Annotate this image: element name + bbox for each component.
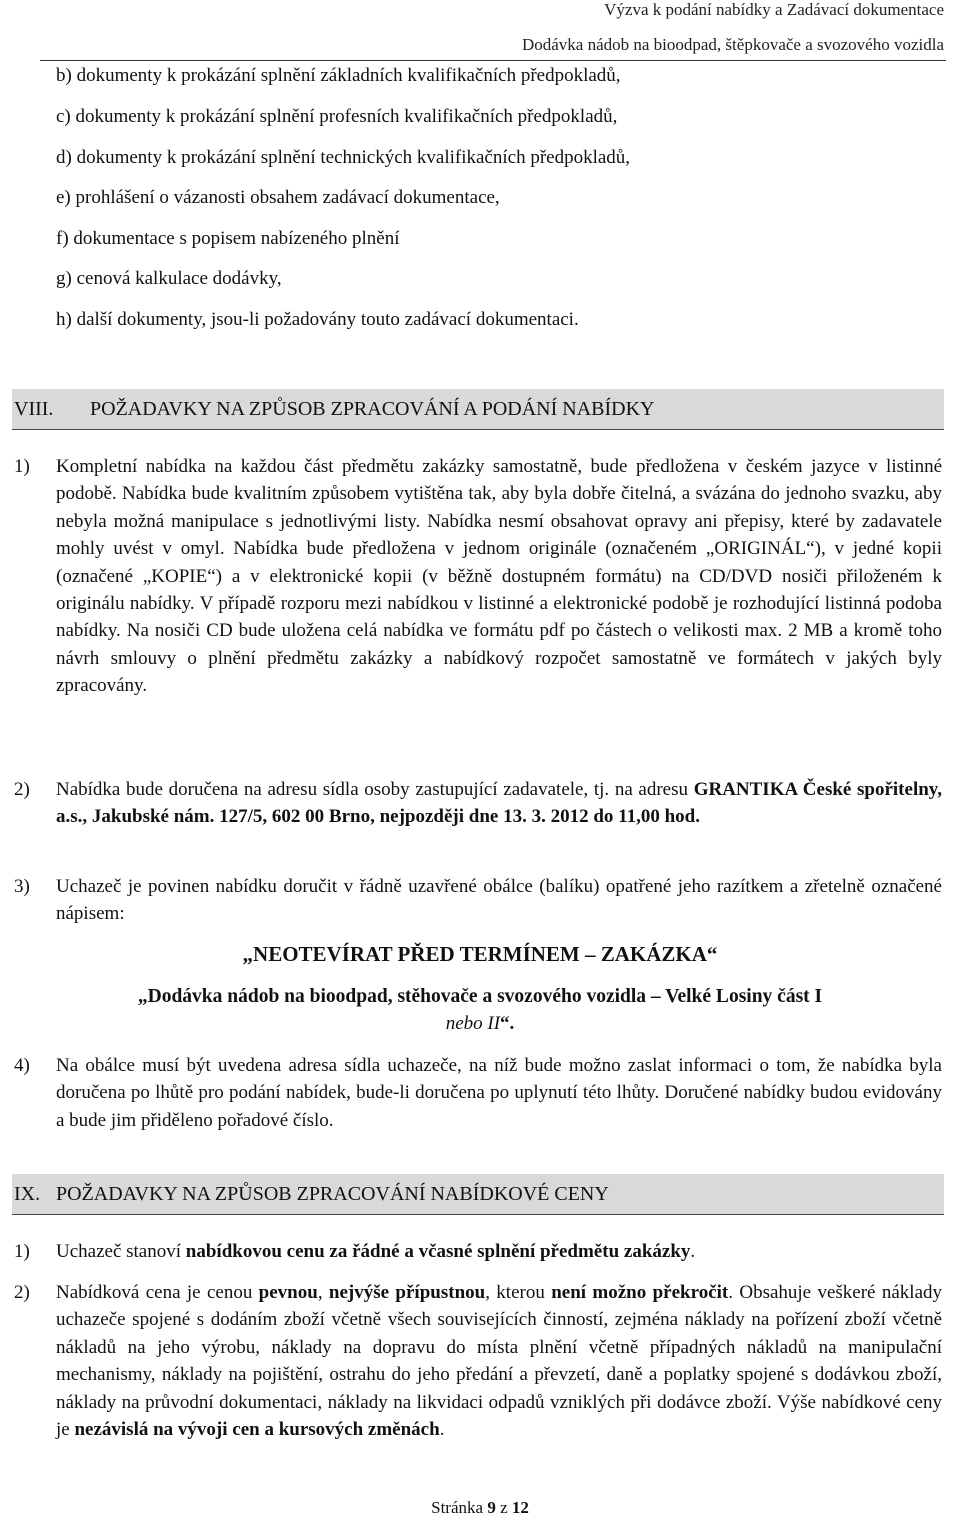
page-number: 9: [487, 1498, 496, 1517]
envelope-label-line3: [0, 1013, 960, 1035]
paragraph-text: .: [690, 1241, 696, 1262]
paragraph-text: ,: [317, 1282, 329, 1303]
envelope-label-line2: „Dodávka nádob na bioodpad, stěhovače a svozového vozidla – Velké Losiny část I: [137, 986, 823, 1007]
list-item: g) cenová kalkulace dodávky,: [56, 268, 282, 289]
paragraph: [56, 1279, 942, 1443]
header-document-subtitle: Dodávka nádob na bioodpad, štěpkovače a svozového vozidla: [521, 35, 944, 54]
paragraph-text: Nabídka bude doručena na adresu sídla osoby zastupující zadavatele, tj. na adresu: [56, 779, 689, 800]
section-title: POŽADAVKY NA ZPŮSOB ZPRACOVÁNÍ NABÍDKOVÉ CENY: [56, 1183, 609, 1205]
paragraph-text: . Obsahuje veškeré náklady uchazeče spojené s dodáním zboží včetně všech souvisejících činností, zejména náklady na pořízení zboží včetně nákladů na jeho výrobu, náklady na dopravu do místa plnění včetně případných nákladů na manipulační mechanismy, náklady na pojištění, ostrahu do jeho předání a převzetí, daně a poplatky spojené s dodávkou zboží, náklady na průvodní dokumentaci, náklady na likvidaci odpadů vzniklých při dodávce zboží. Výše nabídkové ceny je: [56, 1282, 942, 1441]
item-number: 2): [14, 779, 30, 800]
list-item: c) dokumenty k prokázání splnění profesních kvalifikačních předpokladů,: [56, 106, 618, 127]
paragraph-text: Nabídková cena je cenou: [56, 1282, 259, 1303]
paragraph-bold: nabídkovou cenu za řádné a včasné splnění předmětu zakázky: [185, 1241, 691, 1262]
footer-text: z: [495, 1498, 512, 1517]
list-item: h) další dokumenty, jsou-li požadovány touto zadávací dokumentaci.: [56, 309, 579, 330]
item-number: 1): [14, 456, 30, 477]
section-number: VIII.: [14, 398, 54, 420]
paragraph: Kompletní nabídka na každou část předmětu zakázky samostatně, bude předložena v českém jazyce v listinné podobě. Nabídka bude kvalitním způsobem vytištěna tak, aby byla dobře čitelná, a svázána do jednoho svazku, aby nebyla možná manipulace s jednotlivými listy. Nabídka nesmí obsahovat opravy ani přepisy, které by zadavatele mohly uvést v omyl. Nabídka bude předložena v jednom originále (označeném „ORIGINÁL“), v jedné kopii (označené „KOPIE“) a v elektronické kopii (v běžně dostupném formátu) na CD/DVD nosiči přiloženém k originálu nabídky. V případě rozporu mezi nabídkou v listinné a elektronické podobě je rozhodující listinná podoba nabídky. Na nosiči CD bude uložena celá nabídka ve formátu pdf po částech o velikosti max. 2 MB a kromě toho návrh smlouvy o plnění předmětu zakázky a nabídkový rozpočet samostatně ve formátech v jakých byly zpracovány.: [56, 456, 942, 697]
paragraph: [56, 1238, 942, 1265]
item-number: 4): [14, 1055, 30, 1076]
paragraph-text: , kterou: [485, 1282, 552, 1303]
paragraph-text: .: [439, 1419, 445, 1441]
paragraph-bold: nejvýše přípustnou: [328, 1282, 486, 1303]
list-item: f) dokumentace s popisem nabízeného plnění: [56, 228, 400, 249]
paragraph: Uchazeč je povinen nabídku doručit v řádně uzavřené obálce (balíku) opatřené jeho razítkem a zřetelně označené nápisem:: [56, 876, 942, 925]
page-total: 12: [511, 1498, 529, 1517]
footer-text: Stránka: [431, 1498, 488, 1517]
paragraph: [56, 776, 942, 831]
envelope-label-end: “.: [500, 1013, 515, 1034]
header-document-title: Výzva k podání nabídky a Zadávací dokumentace: [604, 0, 944, 19]
section-title: POŽADAVKY NA ZPŮSOB ZPRACOVÁNÍ A PODÁNÍ NABÍDKY: [90, 398, 655, 420]
list-item: d) dokumenty k prokázání splnění technických kvalifikačních předpokladů,: [56, 147, 631, 168]
header-divider: [40, 60, 946, 61]
envelope-label-line1: „NEOTEVÍRAT PŘED TERMÍNEM – ZAKÁZKA“: [242, 942, 718, 966]
envelope-label-italic: nebo II: [445, 1013, 501, 1034]
item-number: 2): [14, 1282, 30, 1303]
paragraph-bold: pevnou: [258, 1282, 318, 1303]
paragraph-bold: není možno překročit: [551, 1282, 729, 1303]
paragraph: Na obálce musí být uvedena adresa sídla uchazeče, na níž bude možno zaslat informaci o tom, že nabídka byla doručena po lhůtě pro podání nabídek, bude-li doručena po uplynutí této lhůty. Doručené nabídky budou evidovány a bude jim přiděleno pořadové číslo.: [56, 1055, 942, 1131]
list-item: b) dokumenty k prokázání splnění základních kvalifikačních předpokladů,: [56, 65, 621, 86]
item-number: 1): [14, 1241, 30, 1262]
list-item: e) prohlášení o vázanosti obsahem zadávací dokumentace,: [56, 187, 500, 208]
page-footer: [0, 1498, 960, 1518]
delivery-address-deadline: GRANTIKA České spořitelny, a.s., Jakubské nám. 127/5, 602 00 Brno, nejpozději dne 13. 3. 2012 do 11,00 hod.: [56, 779, 942, 828]
item-number: 3): [14, 876, 30, 897]
paragraph-text: Uchazeč stanoví: [56, 1241, 186, 1262]
paragraph-bold: nezávislá na vývoji cen a kursových změnách: [74, 1419, 440, 1441]
section-number: IX.: [14, 1183, 41, 1205]
